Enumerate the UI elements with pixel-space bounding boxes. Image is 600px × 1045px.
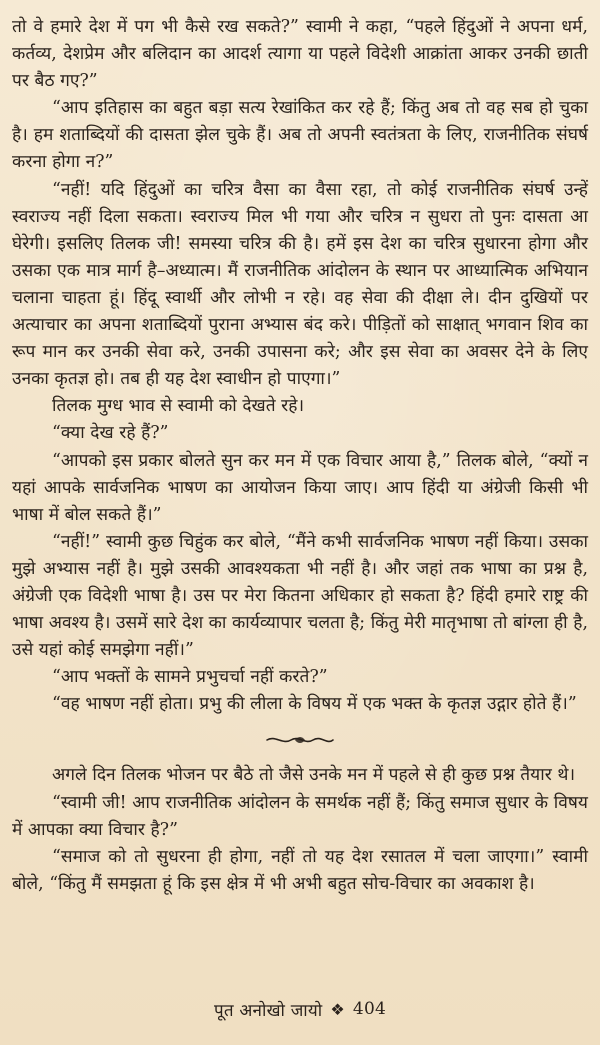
page-number: 404 [352,999,386,1019]
paragraph-0: तो वे हमारे देश में पग भी कैसे रख सकते?” स्वामी ने कहा, “पहले हिंदुओं ने अपना धर्म, कर्तव्य, देशप्रेम और बलिदान का आदर्श त्यागा या पहले विदेशी आक्रांता आकर उनकी छाती पर बैठ गए?” [12,17,588,92]
paragraph-6: “नहीं!” स्वामी कुछ चिहुंक कर बोले, “मैंने कभी सार्वजनिक भाषण नहीं किया। उसका मुझे अभ्यास नहीं है। मुझे उसकी आवश्यकता भी नहीं है। और जहां तक भाषा का प्रश्न है, अंग्रेजी एक विदेशी भाषा है। उस पर मेरा कितना अधिकार हो सकता है? हिंदी हमारे राष्ट्र की भाषा अवश्य है। उसमें सारे देश का कार्यव्यापार चलता है; किंतु मेरी मातृभाषा तो बांग्ला ही है, उसे यहां कोई समझेगा नहीं।” [12,531,588,661]
paragraph-2: “नहीं! यदि हिंदुओं का चरित्र वैसा का वैसा रहा, तो कोई राजनीतिक संघर्ष उन्हें स्वराज्य नहीं दिला सकता। स्वराज्य मिल भी गया और चरित्र न सुधरा तो पुनः दासता आ घेरेगी। इसलिए तिलक जी! समस्या चरित्र की है। हमें इस देश का चरित्र सुधारना होगा और उसका एक मात्र मार्ग है–अध्यात्म। मैं राजनीतिक आंदोलन के स्थान पर आध्यात्मिक अभियान चलाना चाहता हूं। हिंदू स्वार्थी और लोभी न रहे। वह सेवा की दीक्षा ले। दीन दुखियों पर अत्याचार का अपना शताब्दियों पुराना अभ्यास बंद करे। पीड़ितों को साक्षात् भगवान शिव का रूप मान कर उनकी सेवा करे, उनकी उपासना करे; और इस सेवा का अवसर देने के लिए उनका कृतज्ञ हो। तब ही यह देश स्वाधीन हो पाएगा।” [12,179,588,390]
paragraph-4: “क्या देख रहे हैं?” [52,423,169,444]
paragraph-3: तिलक मुग्ध भाव से स्वामी को देखते रहे। [52,396,305,417]
page-footer [0,992,600,1026]
paragraph-5: “आपको इस प्रकार बोलते सुन कर मन में एक विचार आया है,” तिलक बोले, “क्यों न यहां आपके सार्वजनिक भाषण का आयोजन किया जाए। आप हिंदी या अंग्रेजी किसी भी भाषा में बोल सकते हैं।” [12,450,588,525]
paragraph-8: “वह भाषण नहीं होता। प्रभु की लीला के विषय में एक भक्त के कृतज्ञ उद्गार होते हैं।” [52,694,577,715]
paragraph-7: “आप भक्तों के सामने प्रभुचर्चा नहीं करते?” [52,667,328,688]
page-text [12,14,588,898]
section-separator [12,718,588,762]
paragraph-12: “समाज को तो सुधरना ही होगा, नहीं तो यह देश रसातल में चला जाएगा।” स्वामी बोले, “किंतु मैं समझता हूं कि इस क्षेत्र में भी अभी बहुत सोच-विचार का अवकाश है। [12,846,588,894]
diamond-icon: ❖ [330,999,345,1019]
ornament-divider-icon [265,733,335,747]
paragraph-11: “स्वामी जी! आप राजनीतिक आंदोलन के समर्थक नहीं हैं; किंतु समाज सुधार के विषय में आपका क्या विचार है?” [12,792,588,840]
paragraph-1: “आप इतिहास का बहुत बड़ा सत्य रेखांकित कर रहे हैं; किंतु अब तो वह सब हो चुका है। हम शताब्दियों की दासता झेल चुके हैं। अब तो अपनी स्वतंत्रता के लिए, राजनीतिक संघर्ष करना होगा न?” [12,98,588,173]
book-title: पूत अनोखो जायो [214,1000,323,1021]
paragraph-10: अगले दिन तिलक भोजन पर बैठे तो जैसे उनके मन में पहले से ही कुछ प्रश्न तैयार थे। [52,765,576,786]
